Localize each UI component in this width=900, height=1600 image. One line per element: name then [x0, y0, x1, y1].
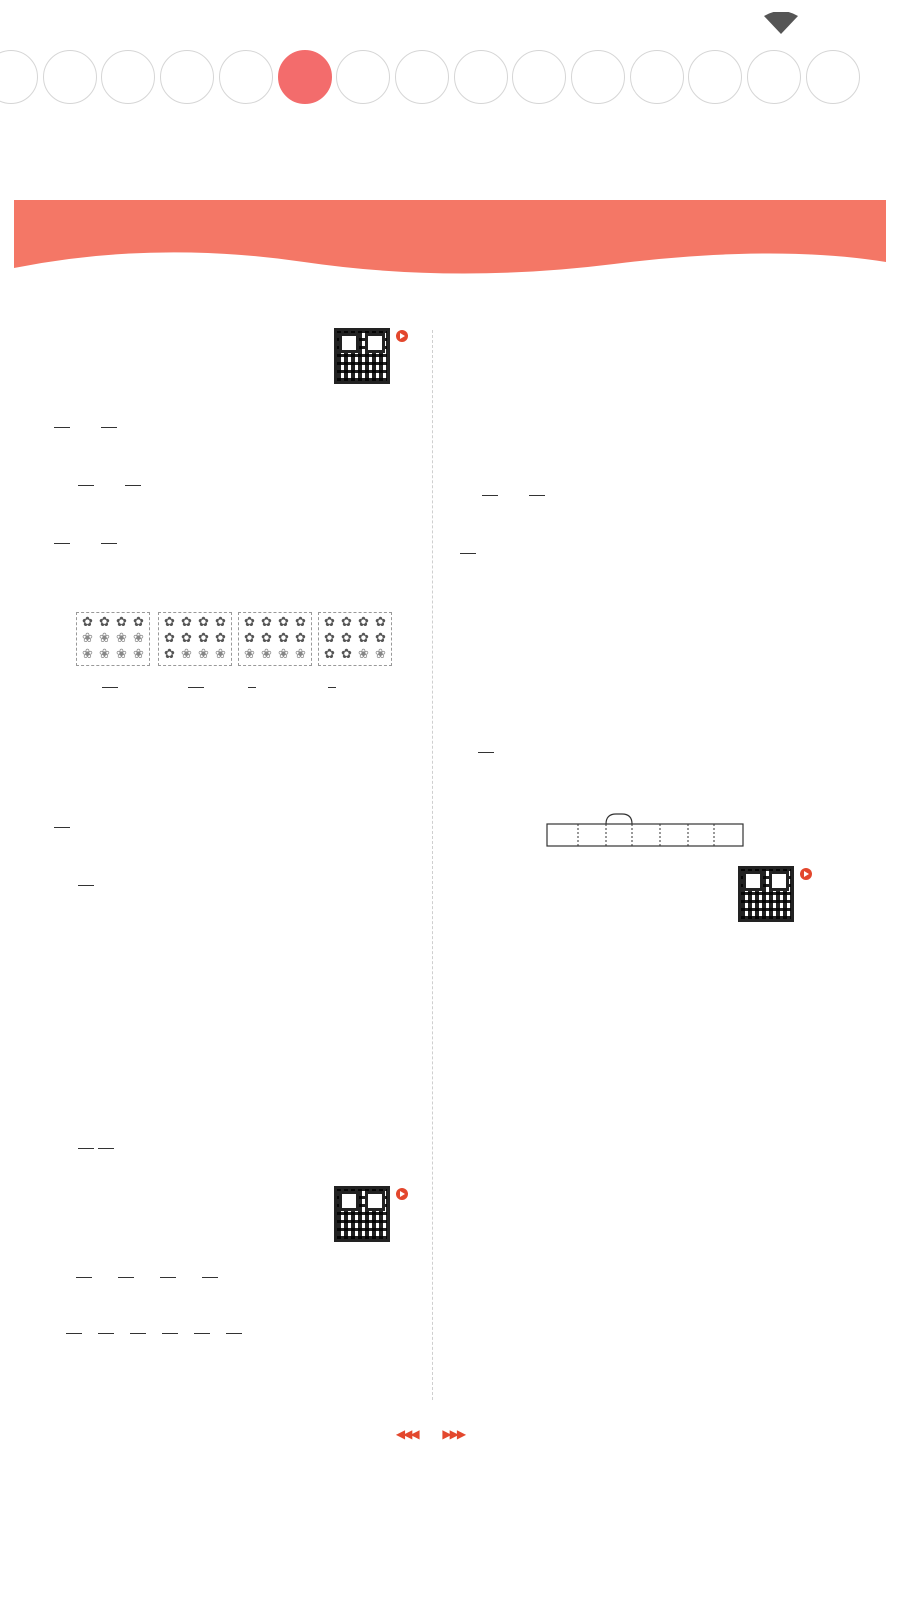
flower-icon: ✿	[295, 631, 306, 646]
l3-explain-line7	[76, 1130, 116, 1164]
site-logo-watermark	[700, 1510, 880, 1586]
play-icon	[396, 330, 408, 342]
page-strip	[0, 48, 900, 112]
flower-icon: ✿	[324, 615, 335, 630]
flower-icon: ❀	[99, 647, 110, 662]
flower-icon: ✿	[261, 631, 272, 646]
flower-icon: ❀	[244, 647, 255, 662]
l5-q4-explain	[476, 1378, 500, 1412]
page-button-30[interactable]	[688, 50, 742, 104]
flower-icon: ❀	[82, 647, 93, 662]
qr-explain-link[interactable]	[798, 868, 814, 884]
flower-icon: ✿	[198, 615, 209, 630]
fraction	[202, 1277, 218, 1278]
l3-explain-line1	[74, 918, 98, 952]
flower-icon: ❀	[181, 647, 192, 662]
flower-icon: ❀	[261, 647, 272, 662]
flower-grid-4	[318, 612, 392, 666]
flower-icon: ✿	[278, 615, 289, 630]
fraction	[130, 1333, 146, 1334]
flower-icon: ✿	[375, 615, 386, 630]
l3-q3-answer-3	[248, 674, 256, 700]
flower-icon: ✿	[133, 615, 144, 630]
page-button-23[interactable]	[278, 50, 332, 104]
flower-icon: ✿	[278, 631, 289, 646]
qr-code[interactable]	[334, 1186, 390, 1242]
next-arrows-icon[interactable]: ▶▶▶	[442, 1427, 465, 1441]
l3-q3-answer-1	[100, 674, 120, 700]
flower-icon: ✿	[181, 615, 192, 630]
qr-code[interactable]	[738, 866, 794, 922]
page-button-22[interactable]	[219, 50, 273, 104]
l3-q4-line1	[52, 814, 72, 840]
page-button-25[interactable]	[395, 50, 449, 104]
wifi-icon	[764, 12, 798, 34]
page-button-29[interactable]	[630, 50, 684, 104]
l3-q3-answer-4	[328, 674, 336, 700]
page-button-18[interactable]	[0, 50, 38, 104]
flower-icon: ✿	[181, 631, 192, 646]
flower-icon: ✿	[215, 631, 226, 646]
l3-q3-answer-2	[186, 674, 206, 700]
fraction	[162, 1333, 178, 1334]
l3-q4b	[458, 540, 478, 566]
qr-explain-link[interactable]	[394, 330, 410, 346]
flower-icon: ✿	[295, 615, 306, 630]
flower-icon: ❀	[198, 647, 209, 662]
flower-icon: ❀	[358, 647, 369, 662]
flower-icon: ❀	[215, 647, 226, 662]
flower-grid-1	[76, 612, 150, 666]
l4-q2	[52, 1320, 244, 1346]
page-button-24[interactable]	[336, 50, 390, 104]
flower-icon: ✿	[82, 615, 93, 630]
page-button-32[interactable]	[806, 50, 860, 104]
flower-icon: ❀	[133, 631, 144, 646]
page-number	[360, 1424, 500, 1442]
fraction	[98, 1333, 114, 1334]
l3-q1-part1	[52, 414, 119, 440]
fraction	[194, 1333, 210, 1334]
flower-icon: ✿	[375, 631, 386, 646]
flower-grid-2	[158, 612, 232, 666]
flower-icon: ❀	[278, 647, 289, 662]
l3-q1-part2	[76, 472, 143, 498]
flower-icon: ✿	[341, 615, 352, 630]
flower-icon: ✿	[116, 615, 127, 630]
flower-icon: ✿	[324, 631, 335, 646]
flower-grid-3	[238, 612, 312, 666]
header-banner	[14, 200, 886, 280]
fraction	[160, 1277, 176, 1278]
flower-icon: ❀	[133, 647, 144, 662]
page-button-20[interactable]	[101, 50, 155, 104]
l3-q3b-answers	[480, 482, 547, 508]
flower-icon: ✿	[358, 615, 369, 630]
flower-icon: ✿	[341, 631, 352, 646]
flower-icon: ❀	[295, 647, 306, 662]
l4-q1	[52, 1264, 220, 1290]
flower-icon: ❀	[99, 631, 110, 646]
page-button-21[interactable]	[160, 50, 214, 104]
flower-icon: ✿	[261, 615, 272, 630]
qr-explain-link[interactable]	[394, 1188, 410, 1204]
status-bar	[0, 0, 900, 46]
flower-icon: ❀	[116, 647, 127, 662]
flower-icon: ✿	[164, 631, 175, 646]
flower-icon: ✿	[164, 615, 175, 630]
flower-icon: ❀	[375, 647, 386, 662]
page-button-28[interactable]	[571, 50, 625, 104]
flower-icon: ✿	[244, 615, 255, 630]
l3-q2-part1	[52, 530, 141, 556]
fraction	[226, 1333, 242, 1334]
r-explain-line1	[476, 590, 500, 624]
l3-q4-line2	[76, 872, 96, 898]
flower-icon: ✿	[324, 647, 335, 662]
flower-icon: ✿	[164, 647, 175, 662]
fraction	[76, 1277, 92, 1278]
flower-icon: ✿	[358, 631, 369, 646]
page-button-27[interactable]	[512, 50, 566, 104]
play-icon	[800, 868, 812, 880]
column-divider	[432, 330, 433, 1400]
page-button-19[interactable]	[43, 50, 97, 104]
flower-icon: ✿	[99, 615, 110, 630]
paper-strip-diagram	[546, 810, 746, 850]
flower-icon: ❀	[82, 631, 93, 646]
flower-icon: ❀	[116, 631, 127, 646]
flower-icon: ✿	[198, 631, 209, 646]
qr-code[interactable]	[334, 328, 390, 384]
page-button-26[interactable]	[454, 50, 508, 104]
page-button-31[interactable]	[747, 50, 801, 104]
r-explain-line5	[476, 734, 496, 768]
flower-icon: ✿	[215, 615, 226, 630]
flower-icon: ✿	[341, 647, 352, 662]
fraction	[66, 1333, 82, 1334]
prev-arrows-icon[interactable]: ◀◀◀	[395, 1427, 418, 1441]
fraction	[118, 1277, 134, 1278]
flower-icon: ✿	[244, 631, 255, 646]
play-icon	[396, 1188, 408, 1200]
